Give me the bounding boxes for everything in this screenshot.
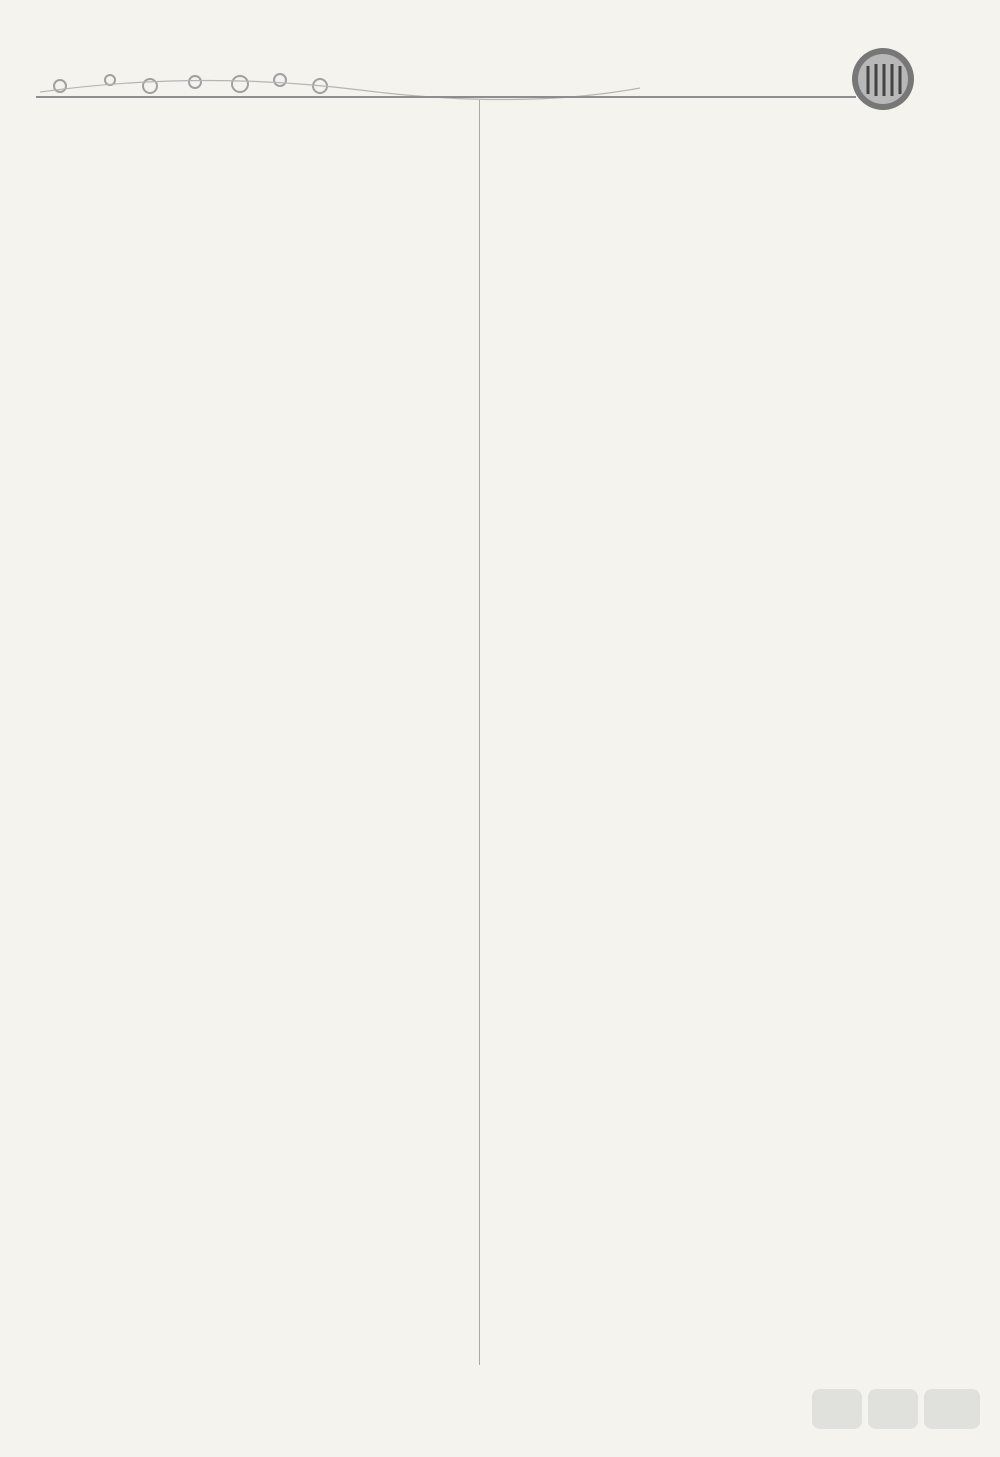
myopia-line-chart <box>90 752 480 1007</box>
grade-gender-bar-chart <box>520 718 940 958</box>
column-divider <box>479 100 480 1365</box>
nutrition-bar-chart <box>90 168 470 393</box>
book-emblem-icon <box>850 46 916 112</box>
tourism-spending-bar-chart <box>530 1085 930 1355</box>
watermark-logo-icon <box>808 1385 988 1455</box>
header-rule <box>36 96 856 98</box>
